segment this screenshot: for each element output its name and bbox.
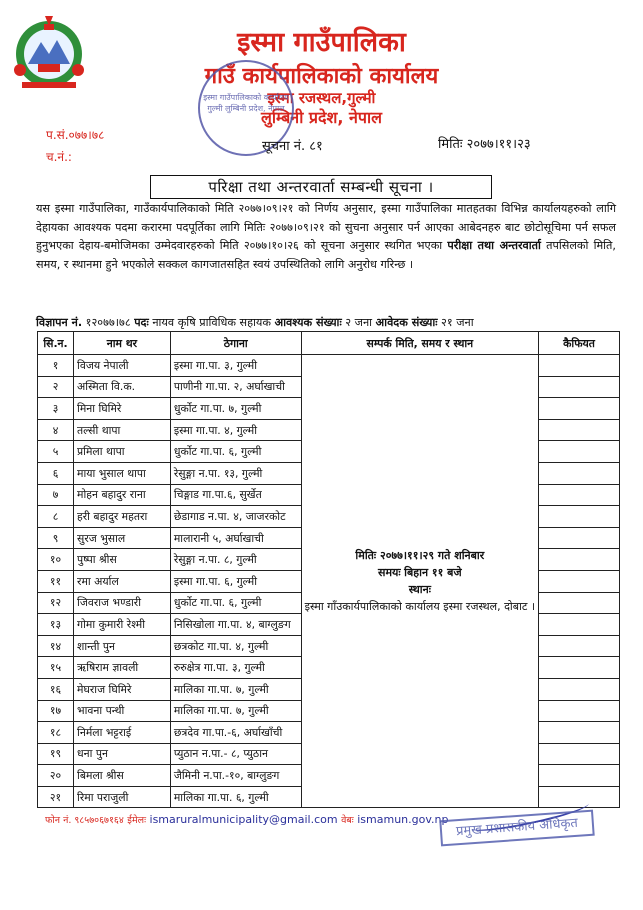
cell-address: इस्मा गा.पा. ६, गुल्मी [170, 570, 301, 592]
cell-serial: ५ [38, 441, 74, 463]
cell-serial: २० [38, 765, 74, 787]
cell-address: धुर्कोट गा.पा. ६, गुल्मी [170, 592, 301, 614]
officer-signature-stamp: प्रमुख प्रशासकीय अधिकृत [439, 810, 594, 847]
table-header-row [38, 332, 620, 355]
cell-name: मिना घिमिरे [74, 398, 171, 420]
footer-web-label: वेबः [341, 815, 354, 826]
cell-name: भावना पन्थी [74, 700, 171, 722]
contact-time-label: समयः [378, 566, 401, 580]
cell-remarks [539, 592, 620, 614]
cell-remarks [539, 549, 620, 571]
cell-address: धुर्कोट गा.पा. ६, गुल्मी [170, 441, 301, 463]
cell-address: पाणीनी गा.पा. २, अर्घाखाची [170, 376, 301, 398]
cell-name: ऋषिराम ज्ञावली [74, 657, 171, 679]
cell-serial: १ [38, 355, 74, 377]
header-name: नाम थर [74, 332, 171, 355]
cell-address: चिङ्गाड गा.पा.६, सुर्खेत [170, 484, 301, 506]
notice-body-part1: यस इस्मा गाउँपालिका, गाउँकार्यपालिकाको मिति २०७७।०९।२१ को निर्णय अनुसार, इस्मा गाउँपालिका मातहतका विभिन्न कार्यालयहरुको लागि देहायका आवश्यक पदमा करारमा पदपूर्तिका लागि मितिः २०७७।०९।२१ को सुचना अनुसार पर्न आएका आबेदनहरु बाट छोटोसूचिमा पर्न सफल हुनुभएका देहाय-बमोजिमका उम्मेदवारहरुको मिति २०७७।१०।२६ को सूचना अनुसार स्थगित भएका [36, 202, 616, 253]
cell-serial: १८ [38, 722, 74, 744]
cell-serial: ९ [38, 527, 74, 549]
province: लुम्बिनी प्रदेश, नेपाल [260, 108, 382, 127]
cell-remarks [539, 484, 620, 506]
adv-applicants: २१ जना [441, 316, 474, 329]
contact-details-cell [301, 355, 539, 808]
cell-address: निसिखोला गा.पा. ४, बाग्लुङग [170, 614, 301, 636]
cell-remarks [539, 678, 620, 700]
cell-name: मेघराज घिमिरे [74, 678, 171, 700]
table-body [38, 355, 620, 808]
cell-address: मालिका गा.पा. ७, गुल्मी [170, 678, 301, 700]
cell-address: इस्मा गा.पा. ३, गुल्मी [170, 355, 301, 377]
cell-remarks [539, 614, 620, 636]
cell-address: रेसुङ्गा न.पा. १३, गुल्मी [170, 462, 301, 484]
adv-post: नायव कृषि प्राविधिक सहायक [152, 316, 272, 329]
cell-remarks [539, 765, 620, 787]
notice-body-bold: परीक्षा तथा अन्तरवार्ता [447, 239, 541, 253]
cell-name: शान्ती पुन [74, 635, 171, 657]
header-remarks: कैफियत [539, 332, 620, 355]
cell-name: धना पुन [74, 743, 171, 765]
footer-email-label: ईमेलः [127, 815, 147, 826]
candidate-table [37, 331, 620, 808]
header-contact: सम्पर्क मिति, समय र स्थान [301, 332, 539, 355]
notice-body [36, 200, 616, 274]
header-serial: सि.न. [38, 332, 74, 355]
cell-serial: १० [38, 549, 74, 571]
cell-address: रुरुक्षेत्र गा.पा. ३, गुल्मी [170, 657, 301, 679]
cell-name: गोमा कुमारी रेश्मी [74, 614, 171, 636]
notice-date: मितिः २०७७।११।२३ [438, 137, 531, 152]
contact-time: बिहान ११ बजे [404, 566, 462, 580]
cell-serial: ७ [38, 484, 74, 506]
cell-address: छत्रदेव गा.पा.-६, अर्घाखाँची [170, 722, 301, 744]
footer [45, 813, 448, 826]
adv-number: १२०७७।७८ [85, 316, 131, 329]
cell-address: रेसुङ्गा न.पा. ८, गुल्मी [170, 549, 301, 571]
cell-remarks [539, 462, 620, 484]
cell-name: माया भुसाल थापा [74, 462, 171, 484]
footer-phone: फोन नं. ९८५७०६७१६४ [45, 815, 124, 826]
cell-serial: १४ [38, 635, 74, 657]
cell-remarks [539, 376, 620, 398]
reference-number: प.सं.०७७।७८ [46, 128, 105, 142]
cell-remarks [539, 570, 620, 592]
cell-serial: १६ [38, 678, 74, 700]
contact-place: इस्मा गाँउकार्यपालिकाको कार्यालय इस्मा रजस्थल, दोबाट । [304, 600, 536, 614]
cell-name: तल्सी थापा [74, 419, 171, 441]
adv-applicants-label: आवेदक संख्याः [375, 316, 438, 329]
cell-remarks [539, 419, 620, 441]
adv-post-label: पदः [134, 316, 149, 329]
office-title: गाउँ कार्यपालिकाको कार्यालय [204, 64, 439, 89]
cell-address: मालारानी ५, अर्घाखाची [170, 527, 301, 549]
cell-name: निर्मला भट्टराई [74, 722, 171, 744]
cell-name: अस्मिता वि.क. [74, 376, 171, 398]
cell-address: जैमिनी न.पा.-१०, बाग्लुङग [170, 765, 301, 787]
cell-name: बिमला श्रीस [74, 765, 171, 787]
cell-serial: १९ [38, 743, 74, 765]
dispatch-number: च.नं.: [46, 150, 72, 164]
cell-serial: १५ [38, 657, 74, 679]
notice-number: सूचना नं. ८१ [262, 139, 323, 154]
cell-remarks [539, 635, 620, 657]
cell-name: पुष्पा श्रीस [74, 549, 171, 571]
cell-serial: २१ [38, 786, 74, 808]
cell-address: प्युठान न.पा.- ८, प्युठान [170, 743, 301, 765]
cell-name: रिमा पराजुली [74, 786, 171, 808]
adv-required-label: आवश्यक संख्याः [274, 316, 342, 329]
cell-remarks [539, 700, 620, 722]
footer-web[interactable]: ismamun.gov.np [357, 813, 449, 826]
cell-remarks [539, 527, 620, 549]
cell-remarks [539, 722, 620, 744]
cell-remarks [539, 441, 620, 463]
office-address: इस्मा रजस्थल,गुल्मी [267, 89, 376, 107]
cell-name: सुरज भुसाल [74, 527, 171, 549]
cell-name: रमा अर्याल [74, 570, 171, 592]
cell-address: धुर्कोट गा.पा. ७, गुल्मी [170, 398, 301, 420]
cell-serial: १३ [38, 614, 74, 636]
contact-date: मितिः २०७७।११।२९ गते शनिबार [355, 549, 485, 563]
cell-remarks [539, 743, 620, 765]
cell-remarks [539, 355, 620, 377]
office-stamp: इस्मा गाउँपालिकाको कार्यालय गुल्मी लुम्बिनी प्रदेश, नेपाल [198, 60, 294, 156]
cell-address: छेडागाड न.पा. ४, जाजरकोट [170, 506, 301, 528]
adv-number-label: विज्ञापन नं. [36, 316, 83, 329]
cell-name: मोहन बहादुर राना [74, 484, 171, 506]
cell-remarks [539, 398, 620, 420]
cell-address: छत्रकोट गा.पा. ४, गुल्मी [170, 635, 301, 657]
cell-serial: ४ [38, 419, 74, 441]
header-address: ठेगाना [170, 332, 301, 355]
adv-required: २ जना [345, 316, 373, 329]
municipality-title: इस्मा गाउँपालिका [237, 27, 406, 58]
cell-serial: ११ [38, 570, 74, 592]
cell-address: मालिका गा.पा. ६, गुल्मी [170, 786, 301, 808]
cell-name: जिवराज भण्डारी [74, 592, 171, 614]
cell-serial: २ [38, 376, 74, 398]
cell-name: प्रमिला थापा [74, 441, 171, 463]
cell-serial: ३ [38, 398, 74, 420]
cell-address: इस्मा गा.पा. ४, गुल्मी [170, 419, 301, 441]
contact-place-label: स्थानः [408, 583, 431, 597]
notice-heading: परिक्षा तथा अन्तरवार्ता सम्बन्धी सूचना । [150, 175, 492, 199]
notice-body-part2: तपसिलको मिति, समय, र स्थानमा हुने भएकोले सक्कल कागजातसहित स्वयं उपस्थितिको लागि अनुरोध गरिन्छ । [36, 239, 616, 271]
cell-remarks [539, 657, 620, 679]
cell-serial: १७ [38, 700, 74, 722]
table-row [38, 355, 620, 377]
cell-serial: १२ [38, 592, 74, 614]
cell-name: विजय नेपाली [74, 355, 171, 377]
cell-name: हरी बहादुर महतरा [74, 506, 171, 528]
cell-address: मालिका गा.पा. ७, गुल्मी [170, 700, 301, 722]
cell-serial: ६ [38, 462, 74, 484]
footer-email[interactable]: ismaruralmunicipality@gmail.com [149, 813, 338, 826]
advertisement-line [36, 315, 626, 330]
cell-serial: ८ [38, 506, 74, 528]
cell-remarks [539, 506, 620, 528]
